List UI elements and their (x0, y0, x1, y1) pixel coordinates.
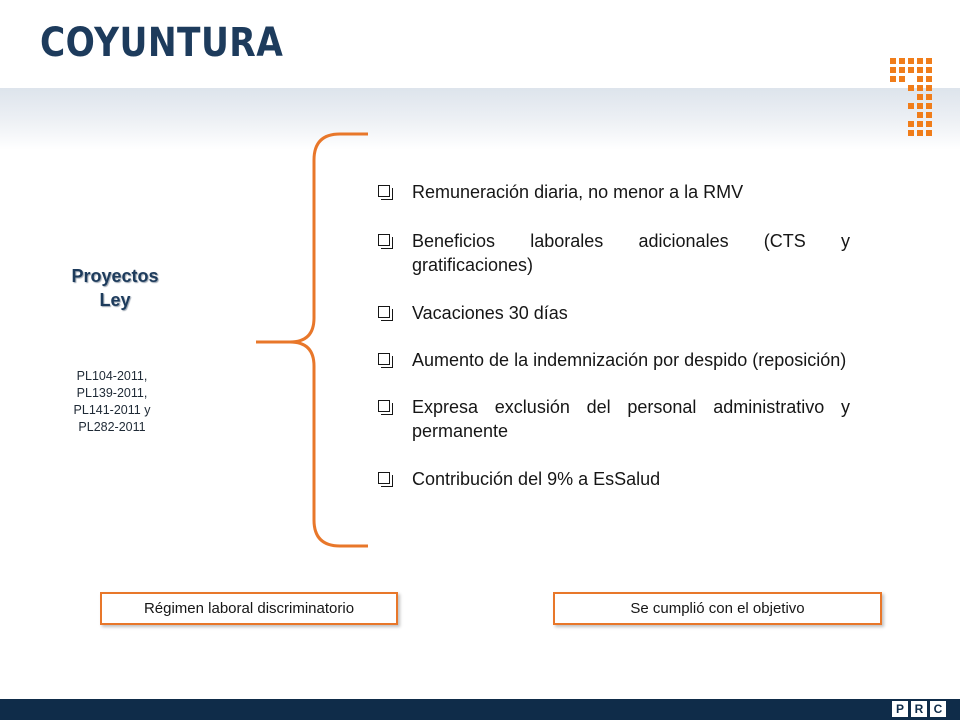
pl-list (52, 368, 172, 436)
checkbox-bullet-icon (378, 400, 390, 412)
pl-item: PL282-2011 (78, 420, 146, 434)
regimen-discriminatorio-callout: Régimen laboral discriminatorio (100, 592, 398, 625)
prc-logo-letter: R (911, 701, 927, 717)
checkbox-bullet-icon (378, 353, 390, 365)
prc-logo (892, 701, 946, 717)
bullet-list (378, 180, 850, 491)
prc-logo-letter: P (892, 701, 908, 717)
pl-item: PL139-2011, (76, 386, 148, 400)
proyectos-ley-heading (50, 264, 180, 312)
bullet-item-remuneracion: Remuneración diaria, no menor a la RMV (378, 180, 850, 204)
heading-line-2: Ley (99, 290, 131, 310)
checkbox-bullet-icon (378, 234, 390, 246)
pl-item: PL104-2011, (76, 369, 148, 383)
footer-bar (0, 699, 960, 720)
checkbox-bullet-icon (378, 472, 390, 484)
prc-logo-letter: C (930, 701, 946, 717)
bullet-item-indemnizacion: Aumento de la indemnización por despido (reposición) (378, 348, 850, 372)
objetivo-cumplido-callout: Se cumplió con el objetivo (553, 592, 882, 625)
heading-line-1: Proyectos (71, 266, 159, 286)
bullet-item-beneficios: Beneficios laborales adicionales (CTS y gratificaciones) (378, 229, 850, 277)
checkbox-bullet-icon (378, 185, 390, 197)
slide-title: COYUNTURA (40, 20, 284, 66)
header-band (0, 88, 960, 150)
checkbox-bullet-icon (378, 306, 390, 318)
bullet-item-exclusion: Expresa exclusión del personal administrativo y permanente (378, 395, 850, 443)
bullet-item-contribucion: Contribución del 9% a EsSalud (378, 467, 850, 491)
pl-item: PL141-2011 y (73, 403, 151, 417)
bullet-item-vacaciones: Vacaciones 30 días (378, 301, 850, 325)
